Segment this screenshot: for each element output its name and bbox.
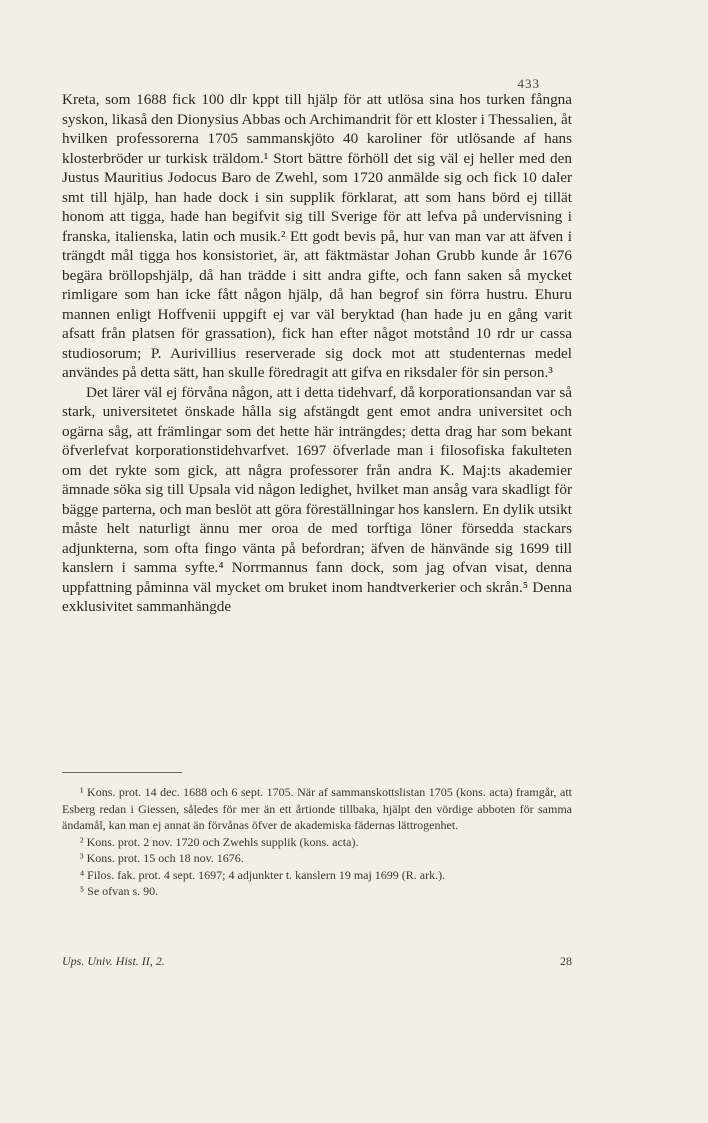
signature-number: 28 <box>560 954 572 968</box>
signature-title: Ups. Univ. Hist. II, 2. <box>62 954 165 968</box>
footnote-5: ⁵ Se ofvan s. 90. <box>80 884 159 898</box>
paragraph-1: Kreta, som 1688 fick 100 dlr kppt till hjälp för att utlösa sina hos turken fångna syskon, likaså den Dionysius Abbas och Archimandrit för ett kloster i Thessalien, åt hvilken professorerna 1705 sammanskjöto 40 karoliner för utlösande af hans klosterbröder ur turkisk träldom.¹ Stort bättre förhöll det sig väl ej heller med den Justus Mauritius Jodocus Baro de Zwehl, som 1720 anmälde sig och fick 10 daler smt till hjälp, han hade dock i sin supplik förklarat, att som hans börd ej tillät honom att tigga, hade han begifvit sig till Sverige för att lefva på undervisning i franska, italienska, latin och musik.² Ett godt bevis på, hur van man var att äfven i trängdt mål tigga hos konsistoriet, är, att fäktmästar Johan Grubb kunde år 1676 begära bröllopshjälp, då han trädde i sitt andra gifte, och fann saken så mycket rimligare som han icke fått någon hjälp, då han begrof sin förra hustru. Ehuru mannen enligt Hoffvenii uppgift ej var väl beryktad (han hade ju en gång varit afsatt från platsen för grassation), fick han efter något motstånd 10 rdr ur cassa studiosorum; P. Aurivillius reserverade sig dock mot att studenternas medel användes på detta sätt, han skulle föredragit att gifva en riksdaler för sin person.³ <box>62 91 572 381</box>
footnote-2: ² Kons. prot. 2 nov. 1720 och Zwehls supplik (kons. acta). <box>80 834 359 849</box>
footnote-divider <box>62 772 182 773</box>
paragraph-2: Det lärer väl ej förvåna någon, att i detta tidehvarf, då korporationsandan var så stark, universitetet önskade hålla sig afstängdt gent emot andra universitet och ogärna såg, att främlingar som det hette här inträngdes; detta drag har som bekant öfverlefvat korporationstidehvarfvet. 1697 öfverlade man i filosofiska fakulteten om det rykte som gick, att några professorer från andra K. Maj:ts akademier ämnade söka sig till Upsala vid någon ledighet, hvilket man ansåg vara skadligt för bägge parterna, och man beslöt att göra föreställningar hos kanslern. En dylik utsikt måste helt naturligt ännu mer oroa de med torftiga löner försedda stackars adjunkterna, som ofta fingo vänta på befordran; äfven de hänvände sig 1699 till kanslern i samma syfte.⁴ Norrmannus fann dock, som jag ofvan visat, denna uppfattning påminna väl mycket om bruket inom handtverkerier och skrån.⁵ Denna exklusivitet sammanhängde <box>62 383 572 615</box>
body-text <box>62 90 572 617</box>
footnotes <box>62 784 572 900</box>
page-number: 433 <box>517 76 540 91</box>
footnote-4: ⁴ Filos. fak. prot. 4 sept. 1697; 4 adjunkter t. kanslern 19 maj 1699 (R. ark.). <box>80 867 446 882</box>
footnote-1: ¹ Kons. prot. 14 dec. 1688 och 6 sept. 1705. När af sammanskottslistan 1705 (kons. acta) framgår, att Esberg redan i Giessen, således för mer än ett årtionde tillbaka, hjälpt den vördige abboten för samma ändamål, kan man ej annat än förvånas öfver de akademiska fädernas lättrogenhet. <box>62 785 572 832</box>
printer-signature <box>62 954 572 969</box>
footnote-3: ³ Kons. prot. 15 och 18 nov. 1676. <box>80 851 244 865</box>
